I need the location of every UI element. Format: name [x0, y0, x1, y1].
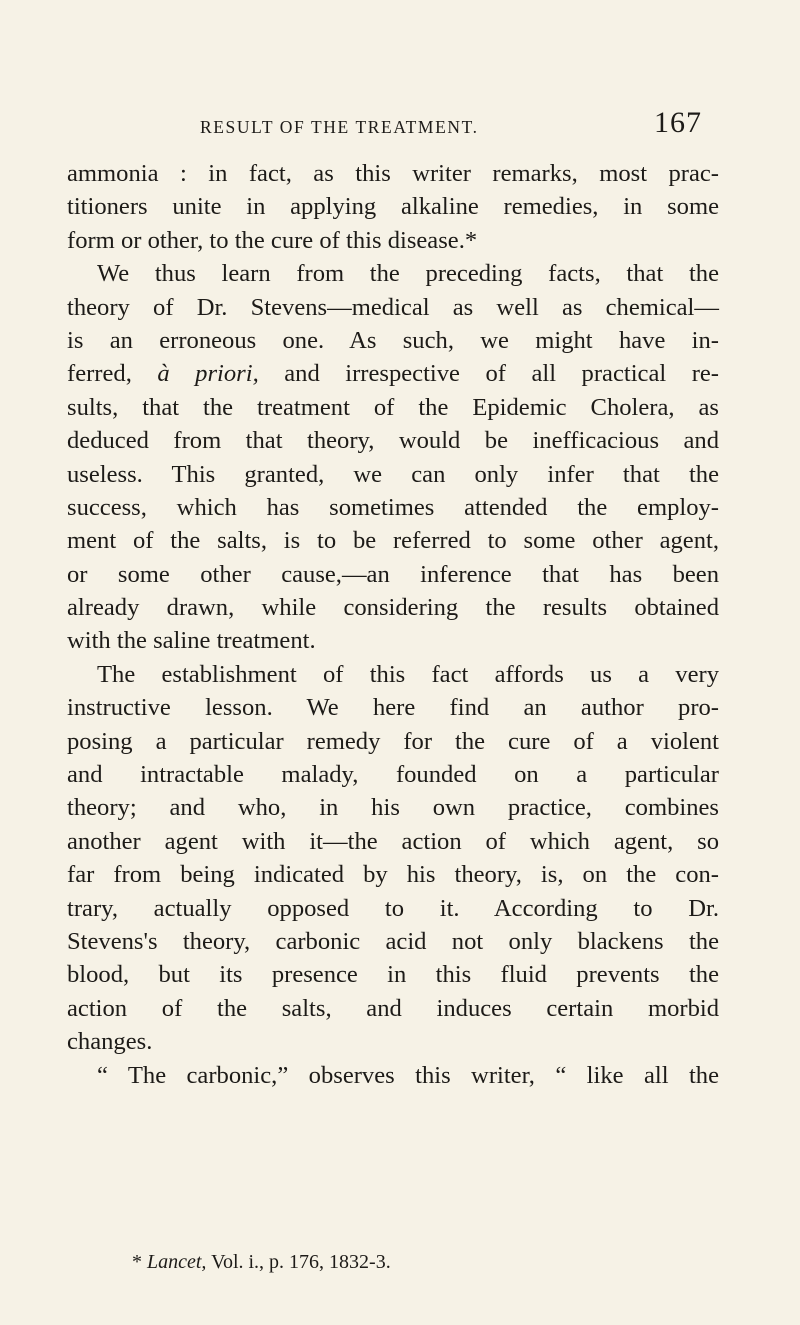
- text-fragment: and irrespective of all practical re-: [258, 360, 719, 388]
- text-line: instructive lesson. We here find an author pro-: [67, 694, 719, 722]
- text-line: form or other, to the cure of this disease.*: [67, 226, 478, 254]
- text-line: useless. This granted, we can only infer that the: [67, 460, 719, 488]
- text-line: ammonia : in fact, as this writer remarks, most prac-: [67, 160, 719, 187]
- text-line: is an erroneous one. As such, we might have in-: [67, 326, 719, 354]
- text-line: another agent with it—the action of which agent, so: [67, 827, 719, 855]
- text-line: [67, 357, 719, 390]
- text-line: The establishment of this fact affords us a very: [97, 660, 719, 688]
- text-line: “ The carbonic,” observes this writer, “ like all the: [97, 1061, 719, 1089]
- text-line: success, which has sometimes attended the employ-: [67, 493, 719, 521]
- italic-phrase: à priori,: [157, 360, 259, 388]
- text-line: We thus learn from the preceding facts, that the: [97, 260, 719, 288]
- text-line: theory of Dr. Stevens—medical as well as chemical—: [67, 293, 719, 321]
- text-line: far from being indicated by his theory, is, on the con-: [67, 861, 719, 889]
- body-text: [67, 157, 719, 1092]
- footnote: [132, 1251, 391, 1274]
- text-line: or some other cause,—an inference that has been: [67, 560, 719, 588]
- text-fragment: ferred,: [67, 360, 158, 388]
- page-number: 167: [654, 106, 702, 139]
- text-line: Stevens's theory, carbonic acid not only blackens the: [67, 927, 719, 955]
- text-line: posing a particular remedy for the cure of a violent: [67, 727, 719, 755]
- footnote-citation: Vol. i., p. 176, 1832-3.: [206, 1251, 391, 1273]
- text-line: changes.: [67, 1028, 153, 1056]
- footnote-source: Lancet,: [147, 1251, 207, 1273]
- text-line: sults, that the treatment of the Epidemic Cholera, as: [67, 393, 719, 421]
- text-line: titioners unite in applying alkaline remedies, in some: [67, 193, 719, 221]
- text-line: deduced from that theory, would be inefficacious and: [67, 427, 719, 455]
- text-line: trary, actually opposed to it. According to Dr.: [67, 894, 719, 922]
- running-title: RESULT OF THE TREATMENT.: [200, 117, 479, 137]
- text-line: blood, but its presence in this fluid prevents the: [67, 961, 719, 989]
- text-line: with the saline treatment.: [67, 627, 316, 655]
- text-line: ment of the salts, is to be referred to some other agent,: [67, 527, 719, 555]
- text-line: and intractable malady, founded on a particular: [67, 761, 719, 789]
- footnote-marker: *: [132, 1251, 147, 1273]
- text-line: theory; and who, in his own practice, combines: [67, 794, 719, 822]
- text-line: action of the salts, and induces certain morbid: [67, 994, 719, 1022]
- text-line: already drawn, while considering the results obtained: [67, 594, 719, 622]
